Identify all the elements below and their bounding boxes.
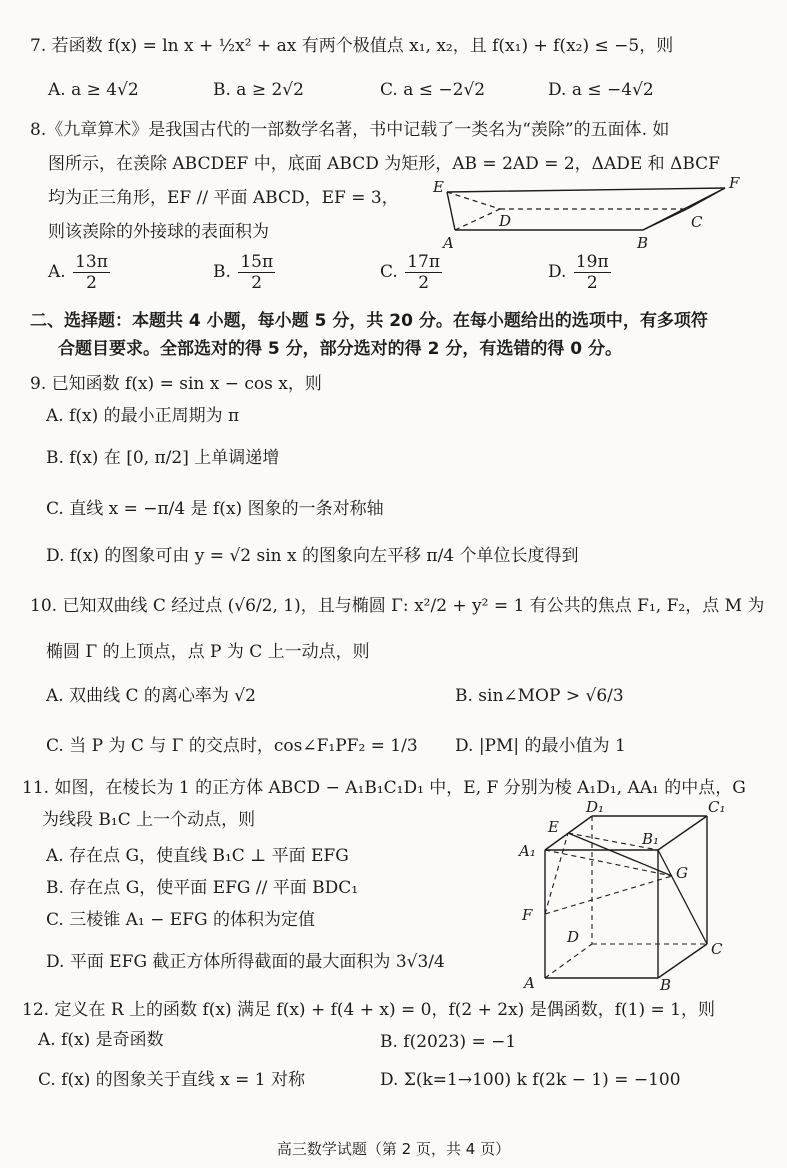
q11-option-a: A. 存在点 G，使直线 B₁C ⊥ 平面 EFG [46,846,349,866]
q7-option-c: C. a ≤ −2√2 [380,80,486,100]
q8-option-d-den: 2 [586,273,598,293]
q10-option-b: B. sin∠MOP > √6/3 [455,686,624,706]
q11-fig-label-c1: C₁ [708,798,726,816]
q11-line-2: 为线段 B₁C 上一个动点，则 [42,810,256,830]
q8-fig-label-a: A [443,234,454,252]
q8-line-3: 均为正三角形，EF // 平面 ABCD，EF = 3， [48,188,399,208]
q11-cube-figure [510,798,760,994]
q8-option-c [380,252,444,293]
q9-option-c: C. 直线 x = −π/4 是 f(x) 图象的一条对称轴 [46,499,384,519]
q11-fig-label-f: F [522,906,533,924]
q7-option-a: A. a ≥ 4√2 [48,80,139,100]
q8-option-d [548,252,613,293]
q10-option-c: C. 当 P 为 C 与 Γ 的交点时，cos∠F₁PF₂ = 1/3 [46,736,418,756]
section-2-heading: 二、选择题：本题共 4 小题，每小题 5 分，共 20 分。在每小题给出的选项中，有多项符 [30,311,708,331]
q11-fig-label-e: E [548,818,559,836]
q10-line-1: 10. 已知双曲线 C 经过点 (√6/2, 1)，且与椭圆 Γ: x²/2 + y² = 1 有公共的焦点 F₁, F₂，点 M 为 [30,596,765,616]
q8-line-4: 则该羡除的外接球的表面积为 [48,222,269,242]
q8-option-a-den: 2 [86,273,97,293]
q8-fig-label-b: B [637,234,649,252]
q8-option-c-den: 2 [418,273,430,293]
q11-fig-label-d: D [567,928,580,946]
q8-figure [425,176,755,252]
q12-option-a: A. f(x) 是奇函数 [38,1030,164,1050]
q10-line-2: 椭圆 Γ 的上顶点，点 P 为 C 上一动点，则 [46,642,370,662]
q9-stem: 9. 已知函数 f(x) = sin x − cos x，则 [30,374,322,394]
q12-option-b: B. f(2023) = −1 [380,1032,517,1052]
q8-option-a-num: 13π [75,252,108,272]
q10-option-d: D. |PM| 的最小值为 1 [455,736,626,756]
q7-option-d: D. a ≤ −4√2 [548,80,654,100]
q9-option-b: B. f(x) 在 [0, π/2] 上单调递增 [46,448,280,468]
q8-option-b-den: 2 [251,273,263,293]
q7-option-b: B. a ≥ 2√2 [213,80,304,100]
q8-option-c-label: C. [380,262,398,282]
q8-line-1: 8.《九章算术》是我国古代的一部数学名著，书中记载了一类名为“羡除”的五面体. 如 [30,120,670,140]
q11-line-1: 11. 如图，在棱长为 1 的正方体 ABCD − A₁B₁C₁D₁ 中，E, F 分别为棱 A₁D₁, AA₁ 的中点，G [22,778,746,798]
q9-option-a: A. f(x) 的最小正周期为 π [46,406,240,426]
q11-fig-label-c: C [711,940,723,958]
q8-fig-label-f: F [729,176,740,192]
q11-fig-label-a1: A₁ [519,842,536,860]
q8-option-a-label: A. [48,262,66,282]
q8-option-a [48,252,112,293]
q11-option-c: C. 三棱锥 A₁ − EFG 的体积为定值 [46,910,315,930]
q11-fig-label-g: G [676,864,688,882]
q11-option-d: D. 平面 EFG 截正方体所得截面的最大面积为 3√3/4 [46,952,445,972]
section-2-heading-cont: 合题目要求。全部选对的得 5 分，部分选对的得 2 分，有选错的得 0 分。 [58,339,622,359]
q8-option-b [213,252,277,293]
q8-option-c-num: 17π [407,252,441,272]
q11-option-b: B. 存在点 G，使平面 EFG // 平面 BDC₁ [46,878,359,898]
q8-fig-label-e: E [433,178,444,196]
q8-option-d-label: D. [548,262,567,282]
q10-option-a: A. 双曲线 C 的离心率为 √2 [46,686,256,706]
q11-fig-label-d1: D₁ [586,798,605,816]
q9-option-d: D. f(x) 的图象可由 y = √2 sin x 的图象向左平移 π/4 个单位长度得到 [46,546,579,566]
q8-option-d-num: 19π [575,252,609,272]
q12-stem: 12. 定义在 R 上的函数 f(x) 满足 f(x) + f(4 + x) = 0，f(2 + 2x) 是偶函数，f(1) = 1，则 [22,1000,715,1020]
q8-fig-label-c: C [691,213,703,231]
q12-option-d: D. Σ(k=1→100) k f(2k − 1) = −100 [380,1070,681,1090]
q7-stem: 7. 若函数 f(x) = ln x + ½x² + ax 有两个极值点 x₁, x₂，且 f(x₁) + f(x₂) ≤ −5，则 [30,36,674,56]
q11-fig-label-b: B [660,976,672,994]
q8-option-b-num: 15π [240,252,274,272]
q8-option-b-label: B. [213,262,231,282]
q8-fig-label-d: D [499,212,512,230]
q8-line-2: 图所示，在羡除 ABCDEF 中，底面 ABCD 为矩形，AB = 2AD = 2，ΔADE 和 ΔBCF [48,154,720,174]
q11-fig-label-a: A [524,974,535,992]
q12-option-c: C. f(x) 的图象关于直线 x = 1 对称 [38,1070,306,1090]
page-footer: 高三数学试题（第 2 页，共 4 页） [276,1140,511,1158]
q11-fig-label-b1: B₁ [642,830,660,848]
